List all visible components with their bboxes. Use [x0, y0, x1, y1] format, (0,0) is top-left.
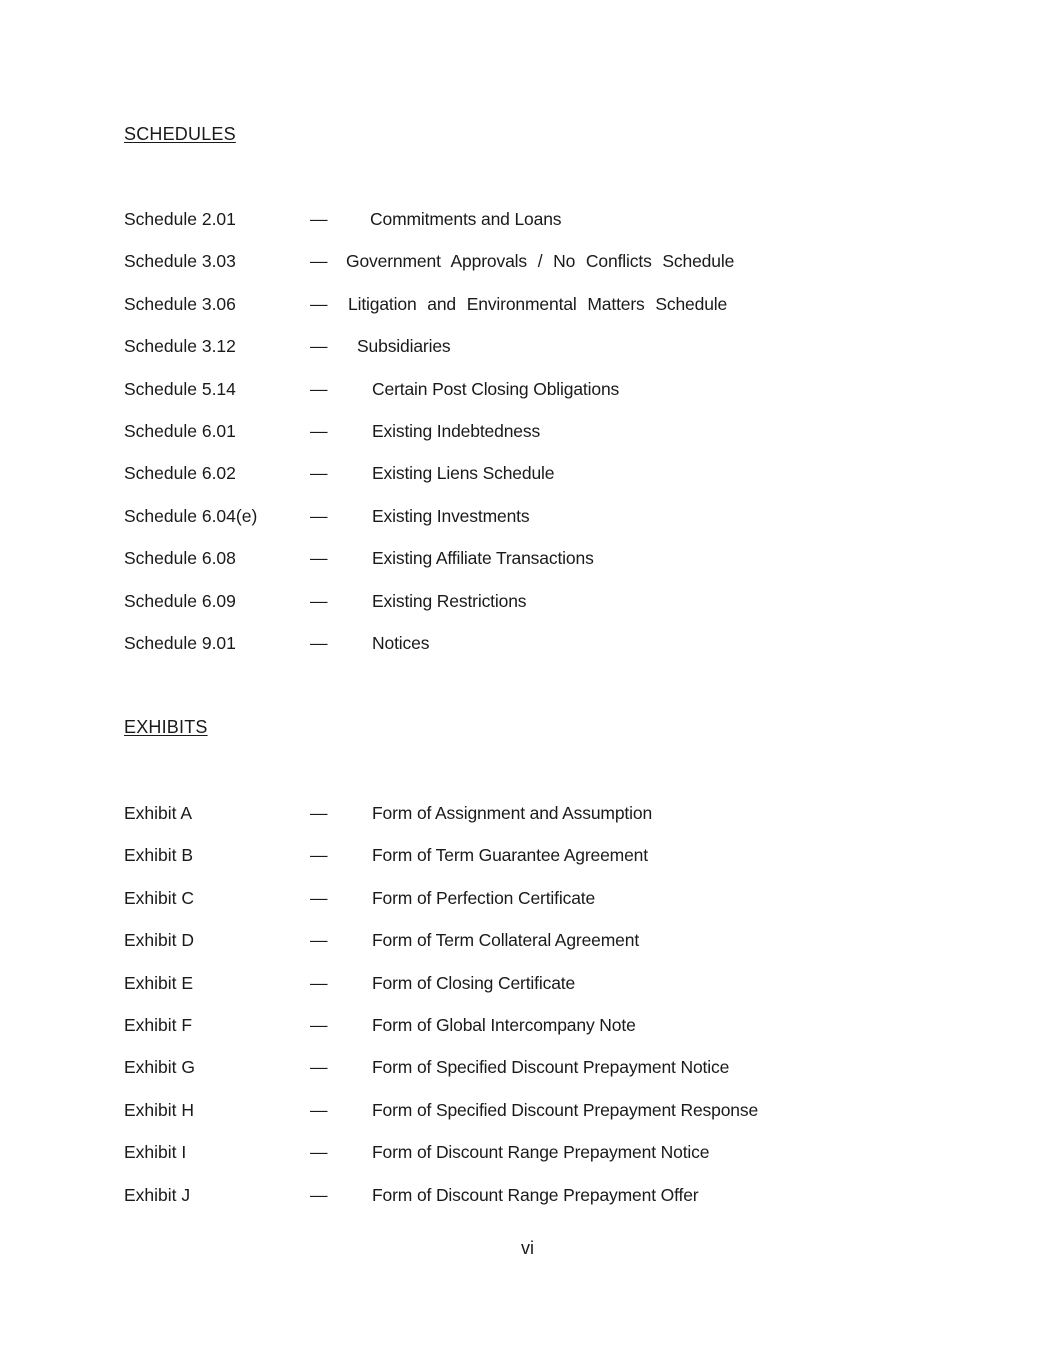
em-dash: — [310, 845, 328, 866]
em-dash: — [310, 378, 328, 399]
exhibit-ref: Exhibit C [124, 887, 195, 908]
schedule-description: Commitments and Loans [370, 209, 562, 229]
exhibit-entry [124, 887, 884, 929]
em-dash: — [310, 505, 328, 526]
schedule-ref: Schedule 6.02 [124, 463, 236, 484]
schedule-entry [124, 632, 884, 674]
schedule-ref: Schedule 2.01 [124, 209, 236, 229]
schedule-ref: Schedule 6.01 [124, 420, 236, 441]
exhibit-description: Form of Specified Discount Prepayment Notice [372, 1057, 730, 1078]
exhibit-entry [124, 1184, 884, 1226]
schedule-ref: Schedule 3.03 [124, 251, 236, 272]
exhibit-ref: Exhibit A [124, 803, 193, 823]
exhibit-list [124, 802, 884, 1226]
exhibit-ref: Exhibit F [124, 1014, 193, 1035]
exhibit-ref: Exhibit H [124, 1099, 195, 1120]
schedule-description: Litigation and Environmental Matters Schedule [348, 293, 728, 314]
em-dash: — [310, 1099, 328, 1120]
exhibit-description: Form of Term Collateral Agreement [372, 930, 640, 951]
exhibit-ref: Exhibit E [124, 972, 194, 993]
em-dash: — [310, 420, 328, 441]
schedule-ref: Schedule 6.08 [124, 548, 236, 569]
em-dash: — [310, 336, 328, 357]
schedule-entry [124, 420, 884, 462]
exhibit-entry [124, 929, 884, 971]
em-dash: — [310, 1057, 328, 1078]
em-dash: — [310, 887, 328, 908]
em-dash: — [310, 293, 328, 314]
schedule-list [124, 208, 884, 674]
em-dash: — [310, 548, 328, 569]
exhibit-description: Form of Specified Discount Prepayment Response [372, 1099, 759, 1120]
exhibits-heading: EXHIBITS [124, 717, 208, 737]
schedule-ref: Schedule 6.04(e) [124, 505, 258, 526]
exhibit-entry [124, 1099, 884, 1141]
exhibit-description: Form of Closing Certificate [372, 972, 576, 993]
em-dash: — [310, 930, 328, 951]
schedule-description: Subsidiaries [357, 336, 451, 357]
em-dash: — [310, 972, 328, 993]
schedule-ref: Schedule 5.14 [124, 378, 236, 399]
page-number: vi [521, 1238, 534, 1258]
em-dash: — [310, 251, 328, 272]
exhibit-description: Form of Assignment and Assumption [372, 803, 653, 823]
schedule-entry [124, 462, 884, 504]
exhibit-entry [124, 844, 884, 886]
exhibit-entry [124, 1014, 884, 1056]
em-dash: — [310, 463, 328, 484]
exhibit-ref: Exhibit B [124, 845, 194, 866]
schedule-entry [124, 293, 884, 335]
schedule-entry [124, 547, 884, 589]
em-dash: — [310, 209, 328, 229]
schedule-description: Existing Indebtedness [372, 420, 541, 441]
schedule-description: Existing Liens Schedule [372, 463, 555, 484]
schedule-entry [124, 208, 884, 250]
exhibit-ref: Exhibit I [124, 1142, 187, 1163]
schedule-description: Certain Post Closing Obligations [372, 378, 620, 399]
schedule-entry [124, 250, 884, 292]
em-dash: — [310, 803, 328, 823]
schedule-description: Notices [372, 632, 430, 653]
exhibit-description: Form of Global Intercompany Note [372, 1014, 636, 1035]
schedule-description: Government Approvals / No Conflicts Schedule [346, 251, 735, 272]
exhibit-description: Form of Discount Range Prepayment Notice [372, 1142, 710, 1163]
exhibit-entry [124, 1056, 884, 1098]
schedule-ref: Schedule 9.01 [124, 632, 236, 653]
exhibit-ref: Exhibit D [124, 930, 195, 951]
exhibit-ref: Exhibit J [124, 1184, 191, 1205]
schedule-description: Existing Restrictions [372, 590, 527, 611]
exhibit-description: Form of Discount Range Prepayment Offer [372, 1184, 699, 1205]
em-dash: — [310, 632, 328, 653]
schedule-ref: Schedule 3.12 [124, 336, 236, 357]
exhibit-entry [124, 1141, 884, 1183]
exhibit-description: Form of Term Guarantee Agreement [372, 845, 648, 866]
schedule-entry [124, 378, 884, 420]
exhibit-ref: Exhibit G [124, 1057, 195, 1078]
schedule-description: Existing Affiliate Transactions [372, 548, 594, 569]
schedule-entry [124, 590, 884, 632]
schedule-description: Existing Investments [372, 505, 530, 526]
exhibit-description: Form of Perfection Certificate [372, 887, 596, 908]
exhibit-entry [124, 802, 884, 844]
schedule-entry [124, 505, 884, 547]
schedules-heading: SCHEDULES [124, 124, 236, 144]
em-dash: — [310, 1142, 328, 1163]
em-dash: — [310, 1014, 328, 1035]
schedule-ref: Schedule 6.09 [124, 590, 236, 611]
em-dash: — [310, 1184, 328, 1205]
exhibit-entry [124, 972, 884, 1014]
em-dash: — [310, 590, 328, 611]
schedule-ref: Schedule 3.06 [124, 293, 236, 314]
schedule-entry [124, 335, 884, 377]
